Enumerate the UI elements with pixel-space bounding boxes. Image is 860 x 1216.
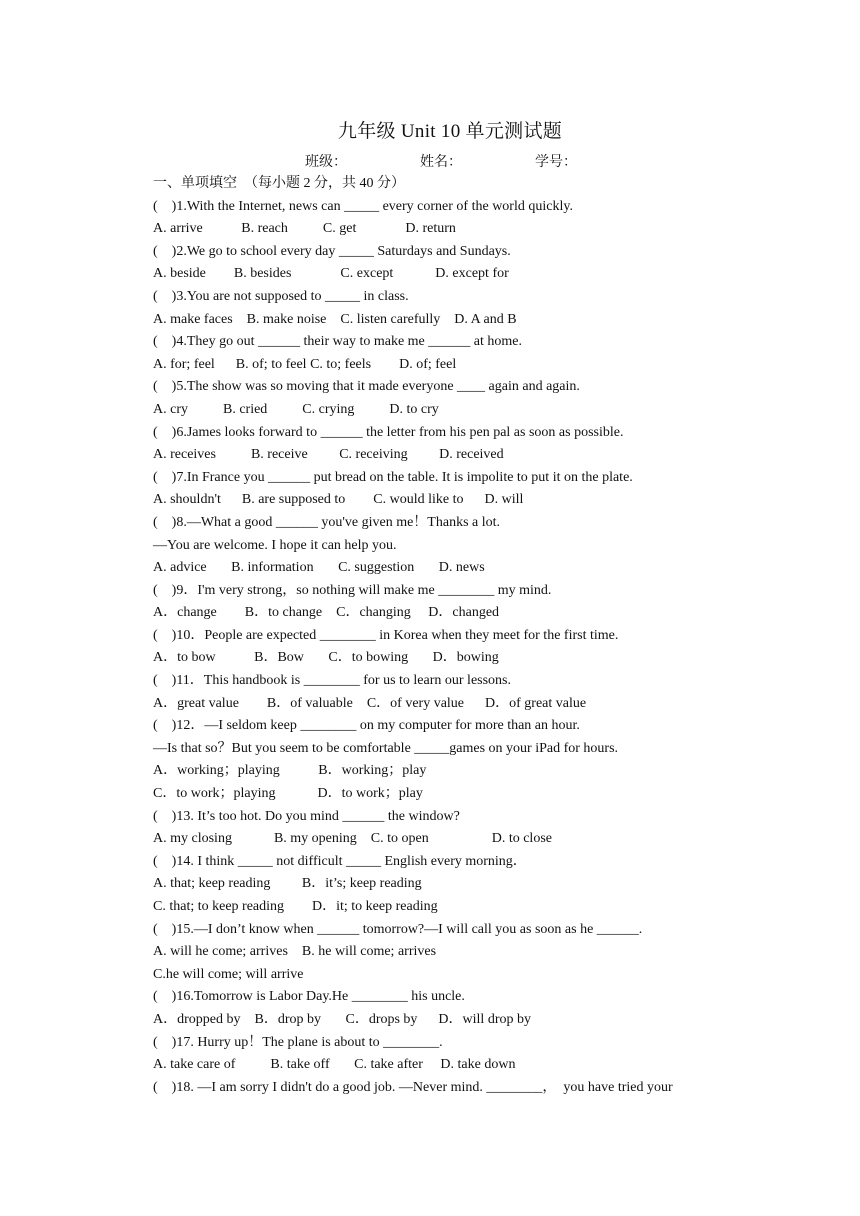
exam-line: ( )17. Hurry up！The plane is about to ________. [153,1034,443,1050]
exam-line: A．change B．to change C．changing D．changed [153,605,500,621]
exam-line: A. cry B. cried C. crying D. to cry [153,401,439,417]
exam-line: C. that; to keep reading D．it; to keep reading [153,899,438,914]
exam-line: ( )11．This handbook is ________ for us to learn our lessons. [153,673,511,689]
exam-line: A．great value B．of valuable C．of very value D．of great value [153,695,587,711]
exam-line: ( )7.In France you ______ put bread on the table. It is impolite to put it on the plate. [153,469,633,485]
name-label: 姓名： [420,155,462,170]
exam-line: ( )10．People are expected ________ in Korea when they meet for the first time. [153,627,619,643]
exam-line: A. advice B. information C. suggestion D. news [153,560,485,576]
student-info-row [305,151,577,171]
exam-line: ( )5.The show was so moving that it made everyone ____ again and again. [153,379,580,395]
exam-line: C.he will come; will arrive [153,966,304,982]
question-list [153,173,753,1099]
exam-line: ( )2.We go to school every day _____ Saturdays and Sundays. [153,243,511,259]
exam-line: A. for; feel B. of; to feel C. to; feels D. of; feel [153,356,457,372]
exam-line: A. will he come; arrives B. he will come; arrives [153,944,437,960]
exam-line: A. arrive B. reach C. get D. return [153,221,456,237]
exam-line: ( )4.They go out ______ their way to make me ______ at home. [153,334,522,350]
exam-line: ( )13. It’s too hot. Do you mind ______ the window? [153,808,460,824]
exam-line: ( )3.You are not supposed to _____ in class. [153,288,409,304]
exam-line: A．working；playing B．working；play [153,763,427,779]
exam-line: A. take care of B. take off C. take after D. take down [153,1057,516,1073]
exam-line: A. my closing B. my opening C. to open D. to close [153,831,552,847]
exam-line: ( )6.James looks forward to ______ the letter from his pen pal as soon as possible. [153,424,624,440]
exam-line: ( )15.—I don’t know when ______ tomorrow?—I will call you as soon as he ______. [153,921,643,937]
exam-line: ( )12．—I seldom keep ________ on my computer for more than an hour. [153,718,580,734]
exam-line: ( )16.Tomorrow is Labor Day.He ________ his uncle. [153,989,465,1005]
exam-line: A. shouldn't B. are supposed to C. would like to D. will [153,492,524,508]
exam-line: A. receives B. receive C. receiving D. received [153,447,504,463]
exam-line: ( )9．I'm very strong，so nothing will make me ________ my mind. [153,582,552,598]
exam-line: ( )14. I think _____ not difficult _____ English every morning． [153,853,527,869]
section-heading: 一、单项填空 （每小题 2 分，共 40 分） [153,176,405,191]
exam-line: C．to work；playing D．to work；play [153,786,423,802]
exam-line: A．to bow B．Bow C．to bowing D．bowing [153,650,499,666]
page-title: 九年级 Unit 10 单元测试题 [337,121,563,142]
class-label: 班级： [305,155,347,170]
exam-line: ( )1.With the Internet, news can _____ every corner of the world quickly. [153,198,573,214]
exam-line: —You are welcome. I hope it can help you. [153,537,397,553]
exam-line: A. make faces B. make noise C. listen carefully D. A and B [153,311,517,327]
exam-line: A. that; keep reading B．it’s; keep reading [153,876,422,892]
exam-line: A．dropped by B．drop by C．drops by D．will drop by [153,1011,531,1027]
exam-line: ( )8.—What a good ______ you've given me！Thanks a lot. [153,514,501,530]
exam-line: A. beside B. besides C. except D. except for [153,266,509,282]
exam-line: —Is that so？But you seem to be comfortable _____games on your iPad for hours. [153,740,619,756]
exam-line: ( )18. —I am sorry I didn't do a good job. —Never mind. ________， you have tried your [153,1079,673,1095]
student-id-label: 学号： [535,155,577,170]
